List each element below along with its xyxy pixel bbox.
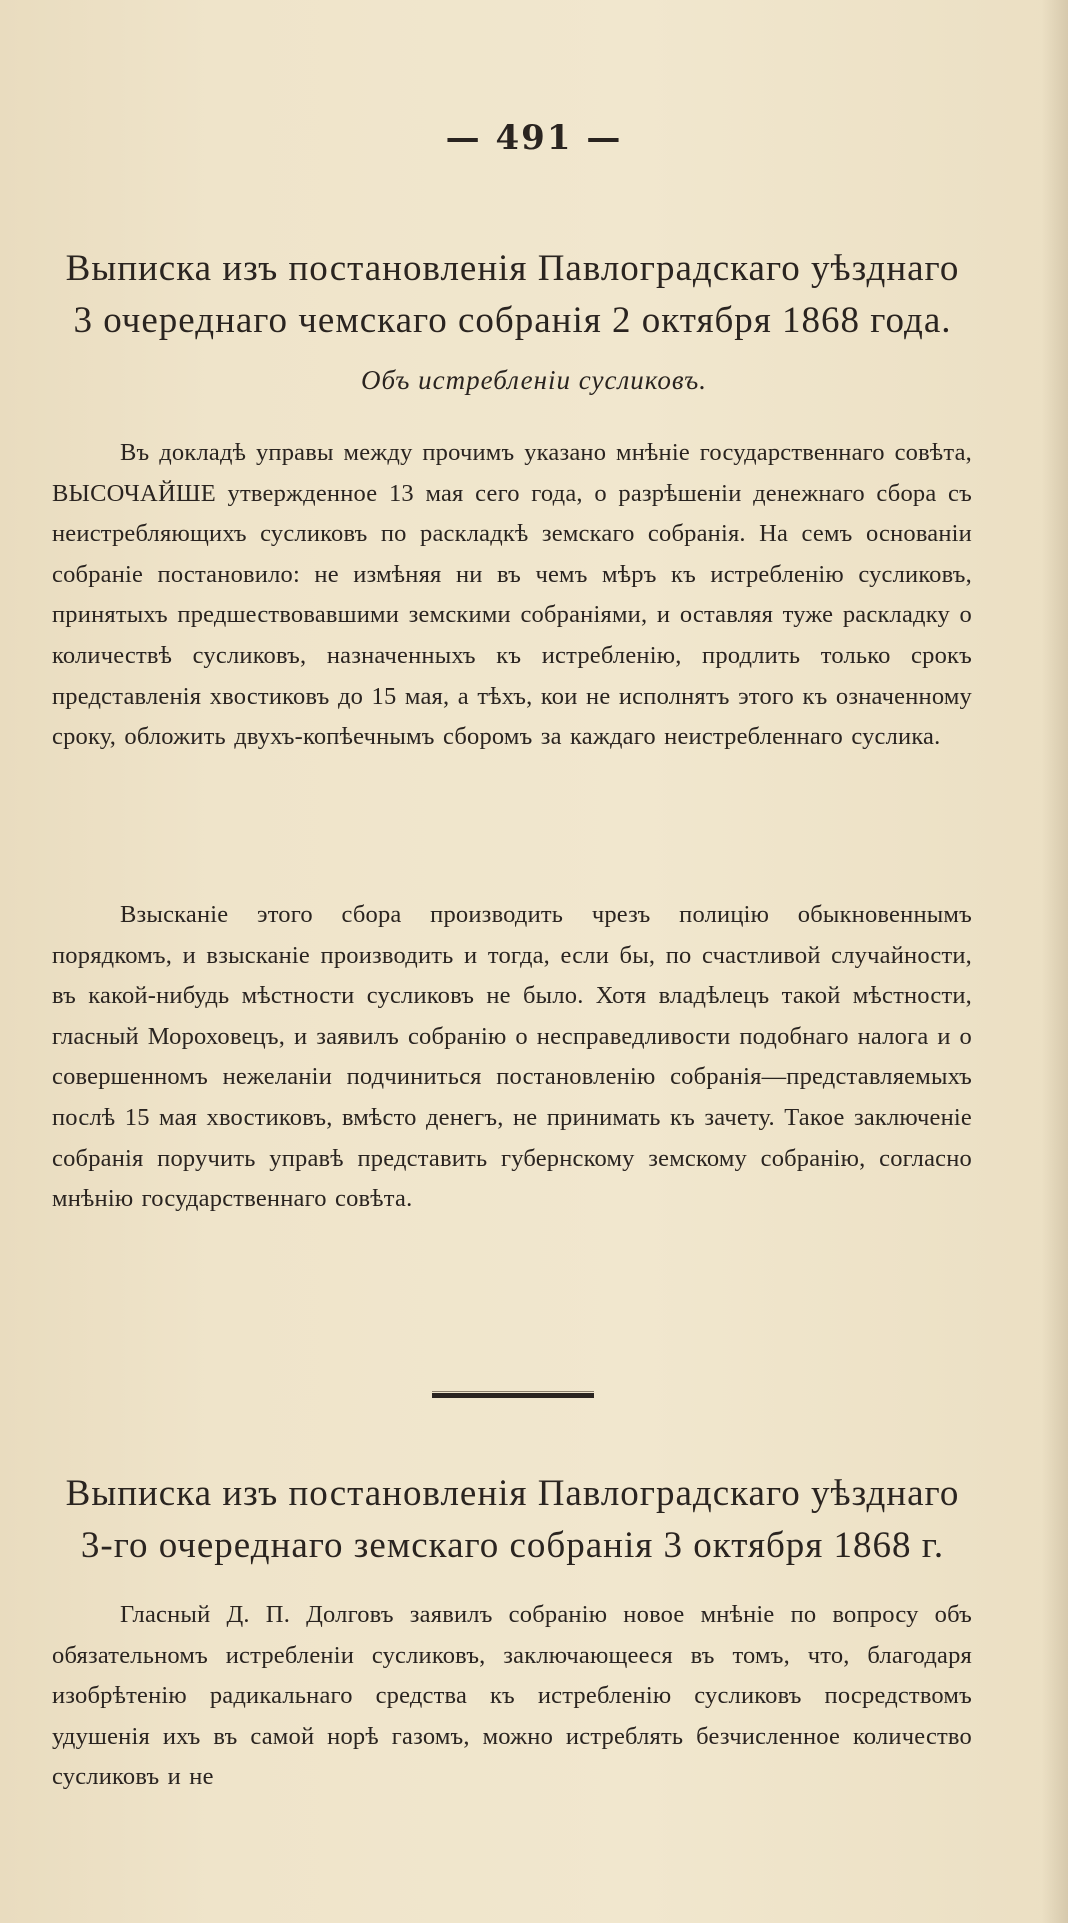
section1-heading-line1: Выписка изъ постановленія Павлоградскаго уѣзднаго [65,248,960,289]
section1-heading-line2: 3 очереднаго чемскаго собранія 2 октября 1868 года. [73,300,952,341]
section1-paragraph1: Въ докладѣ управы между прочимъ указано мнѣніе государственнаго совѣта, ВЫСОЧАЙШЕ утвержденное 13 мая сего года, о разрѣшеніи денежнаго сбора съ неистребляющихъ сусликовъ по раскладкѣ земскаго собранія. На семъ основаніи собраніе постановило: не измѣняя ни въ чемъ мѣръ къ истребленію сусликовъ, принятыхъ предшествовавшими земскими собраніями, и оставляя туже раскладку о количествѣ сусликовъ, назначенныхъ къ истребленію, продлить только срокъ представленія хвостиковъ до 15 мая, а тѣхъ, кои не исполнятъ этого къ означенному сроку, обложить двухъ-копѣечнымъ сборомъ за каждаго неистребленнаго суслика. [52,439,972,751]
section1-paragraph2: Взысканіе этого сбора производить чрезъ полицію обыкновеннымъ порядкомъ, и взысканіе производить и тогда, если бы, по счастливой случайности, въ какой-нибудь мѣстности сусликовъ не было. Хотя владѣлецъ такой мѣстности, гласный Мороховецъ, и заявилъ собранію о несправедливости подобнаго налога и о совершенномъ нежеланіи подчиниться постановленію собранія—представляемыхъ послѣ 15 мая хвостиковъ, вмѣсто денегъ, не принимать къ зачету. Такое заключеніе собранія поручить управѣ представить губернскому земскому собранію, согласно мнѣнію государственнаго совѣта. [52,901,972,1213]
section-divider-shadow [432,1391,594,1392]
section2-paragraph1: Гласный Д. П. Долговъ заявилъ собранію новое мнѣніе по вопросу объ обязательномъ истребленіи сусликовъ, заключающееся въ томъ, что, благодаря изобрѣтенію радикальнаго средства къ истребленію сусликовъ посредствомъ удушенія ихъ въ самой норѣ газомъ, можно истреблять безчисленное количество сусликовъ и не [52,1601,972,1791]
section-divider [432,1393,594,1398]
section1-subtitle: Объ истребленіи сусликовъ. [360,365,708,395]
section2-heading [45,1468,980,1572]
section2-heading-line1: Выписка изъ постановленія Павлоградскаго уѣзднаго [65,1473,960,1514]
section2-heading-line2: 3-го очереднаго земскаго собранія 3 октября 1868 г. [80,1525,945,1566]
page-gutter-shadow [1042,0,1068,1923]
section1-heading [45,243,980,347]
page-number: — 491 — [445,118,623,158]
